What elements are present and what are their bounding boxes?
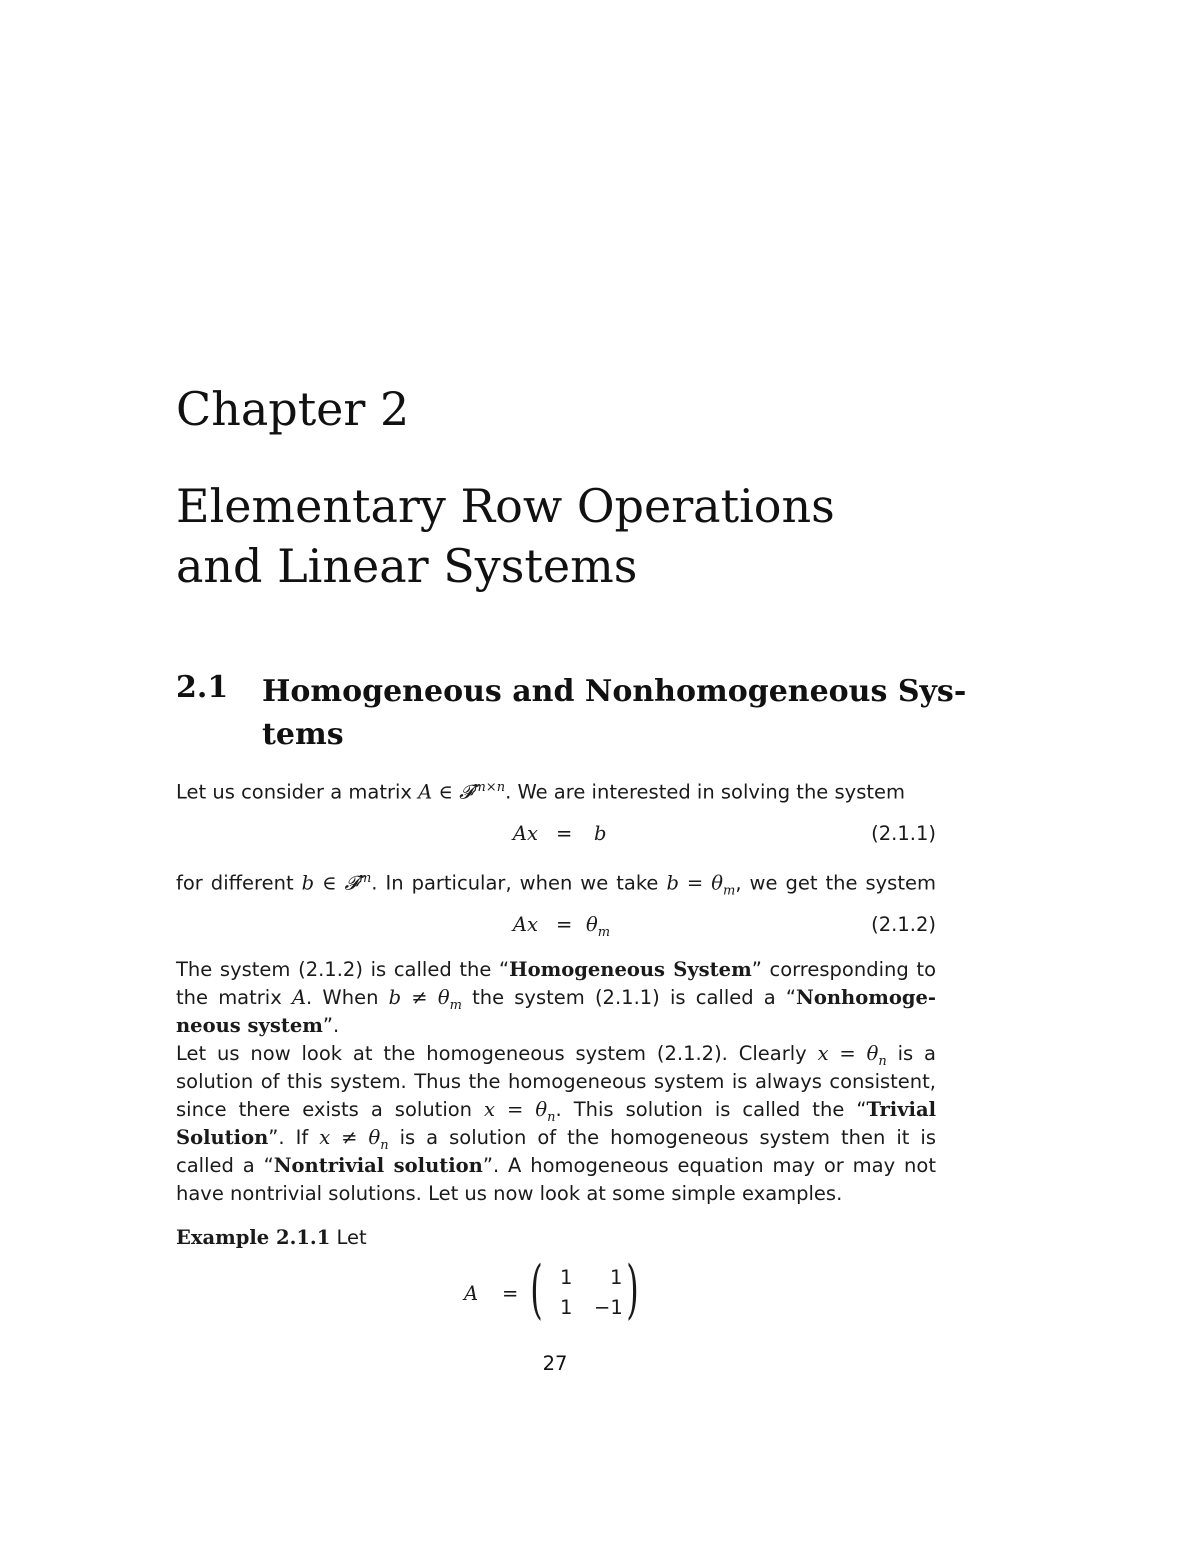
equation-2-1-2 — [0, 911, 1200, 939]
paragraph-line: called a “Nontrivial solution”. A homogeneous equation may or may not — [176, 1154, 936, 1177]
paragraph-line: have nontrivial solutions. Let us now look at some simple examples. — [176, 1182, 843, 1205]
chapter-title — [176, 476, 835, 596]
example-text: Let — [336, 1226, 367, 1249]
chapter-label: Chapter 2 — [176, 382, 410, 436]
paragraph-different-b — [176, 865, 936, 899]
chapter-title-line-2: and Linear Systems — [176, 539, 638, 593]
chapter-title-line-1: Elementary Row Operations — [176, 479, 835, 533]
left-parenthesis: ( — [530, 1253, 543, 1327]
equation-relation: = — [556, 822, 573, 845]
section-title-line-1: Homogeneous and Nonhomogeneous Sys- — [262, 674, 967, 709]
matrix-cell-2-1: 1 — [560, 1296, 573, 1319]
equation-number: (2.1.1) — [871, 822, 936, 845]
paragraph-line: the matrix A. When $b \ne \theta_m$ the system (2.1.1) is called a “Nonhomoge- — [176, 986, 937, 1013]
paragraph-intro — [176, 774, 936, 802]
equation-lhs: Ax — [512, 913, 538, 936]
paragraph-homogeneous-definition — [176, 956, 936, 1040]
matrix-cell-1-2: 1 — [610, 1266, 623, 1289]
equation-2-1-1 — [0, 820, 1200, 848]
section-title — [262, 670, 966, 756]
paragraph-line: since there exists a solution $x = \theta_n$. This solution is called the “Trivial — [176, 1098, 936, 1125]
example-label: Example 2.1.1 — [176, 1226, 331, 1249]
paragraph-trivial-solution — [176, 1040, 936, 1208]
matrix-lhs: A — [464, 1282, 479, 1305]
paragraph-line: Solution”. If $x \ne \theta_n$ is a solution of the homogeneous system then it is — [176, 1126, 936, 1153]
paragraph-line: Let us now look at the homogeneous system (2.1.2). Clearly $x = \theta_n$ is a — [176, 1042, 936, 1069]
page-number: 27 — [542, 1352, 568, 1375]
matrix-relation: = — [502, 1282, 519, 1305]
equation-lhs: Ax — [512, 822, 538, 845]
section-number: 2.1 — [176, 670, 229, 705]
section-title-line-2: tems — [262, 717, 344, 752]
paragraph-line: neous system”. — [176, 1014, 340, 1037]
equation-number: (2.1.2) — [871, 913, 936, 936]
paragraph-line: for different b ∈ 𝓕$^m$. In particular, when we take $b = \theta_m$, we get the system — [176, 871, 936, 899]
equation-relation: = — [556, 913, 573, 936]
paragraph-line: solution of this system. Thus the homogeneous system is always consistent, — [176, 1070, 936, 1093]
right-parenthesis: ) — [626, 1253, 639, 1327]
matrix-cell-1-1: 1 — [560, 1266, 573, 1289]
equation-rhs: b — [594, 822, 607, 845]
equation-rhs: $\theta_m$ — [586, 913, 611, 940]
matrix-equation — [0, 1253, 1200, 1327]
paragraph-line: The system (2.1.2) is called the “Homogeneous System” corresponding to — [176, 958, 936, 981]
example-heading — [176, 1224, 367, 1252]
matrix-cell-2-2: −1 — [594, 1296, 623, 1319]
paragraph-line: Let us consider a matrix A ∈ 𝓕$^{m\times n}$. We are interested in solving the system — [176, 780, 905, 804]
